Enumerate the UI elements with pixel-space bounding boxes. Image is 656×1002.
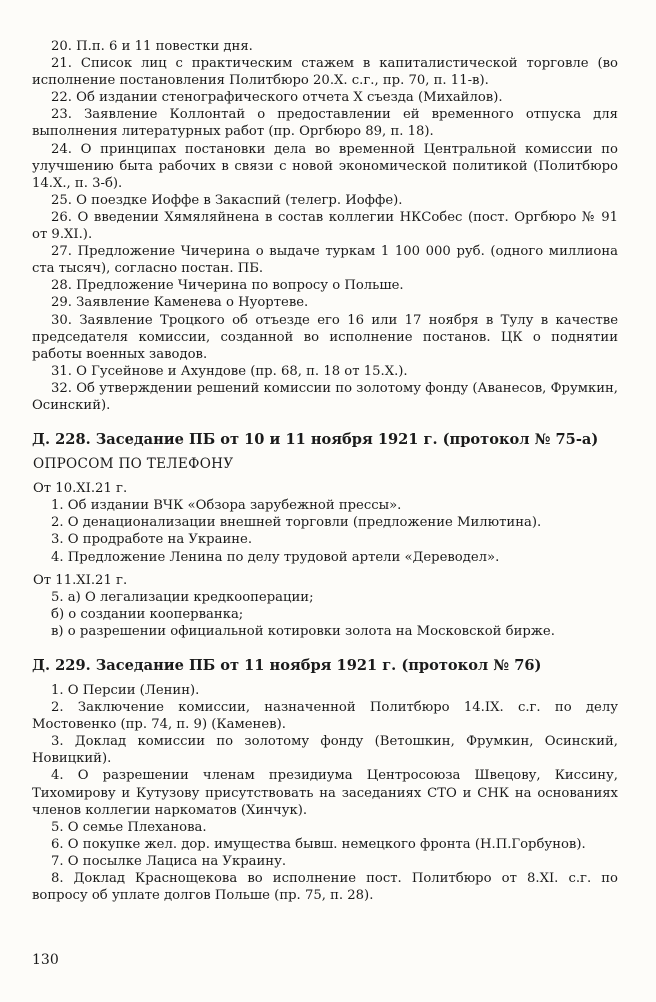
agenda-item: 3. Доклад комиссии по золотому фонду (Ветошкин, Фрумкин, Осинский, Новицкий). bbox=[32, 734, 618, 767]
agenda-item: 7. О посылке Лациса на Украину. bbox=[51, 853, 287, 869]
agenda-item: 8. Доклад Краснощекова во исполнение пост. Политбюро от 8.XI. с.г. по вопросу об уплате долгов Польше (пр. 75, п. 28). bbox=[32, 871, 618, 904]
agenda-item: 1. Об издании ВЧК «Обзора зарубежной прессы». bbox=[51, 498, 402, 514]
agenda-item: 28. Предложение Чичерина по вопросу о Польше. bbox=[51, 278, 404, 294]
page-number: 130 bbox=[32, 952, 59, 968]
date-label: От 10.XI.21 г. bbox=[33, 481, 128, 497]
agenda-item: 4. О разрешении членам президиума Центросоюза Швецову, Киссину, Тихомирову и Кутузову присутствовать на заседаниях СТО и СНК на основаниях членов коллегии наркоматов (Хинчук). bbox=[32, 768, 618, 818]
date-label: От 11.XI.21 г. bbox=[33, 572, 128, 588]
agenda-item: 26. О введении Хямяляйнена в состав коллегии НКСобес (пост. Оргбюро № 91 от 9.XI.). bbox=[32, 209, 618, 243]
agenda-item: 2. О денационализации внешней торговли (предложение Милютина). bbox=[51, 515, 542, 531]
agenda-item: 1. О Персии (Ленин). bbox=[51, 683, 200, 698]
agenda-item: 25. О поездке Иоффе в Закаспий (телегр. Иоффе). bbox=[51, 192, 403, 208]
agenda-item: 6. О покупке жел. дор. имущества бывш. немецкого фронта (Н.П.Горбунов). bbox=[51, 836, 586, 852]
agenda-item: 5. а) О легализации кредкооперации; bbox=[51, 589, 314, 605]
agenda-item: б) о создании кооперванка; bbox=[51, 606, 244, 622]
agenda-item: 5. О семье Плеханова. bbox=[51, 819, 207, 835]
agenda-item: 31. О Гусейнове и Ахундове (пр. 68, п. 18 от 15.Х.). bbox=[51, 363, 408, 379]
agenda-item: 2. Заключение комиссии, назначенной Политбюро 14.IX. с.г. по делу Мостовенко (пр. 74, п. 9) (Каменев). bbox=[32, 700, 618, 733]
agenda-item: 21. Список лиц с практическим стажем в капиталистической торговле (во исполнение постановления Политбюро 20.Х. с.г., пр. 70, п. 11-в). bbox=[32, 56, 618, 89]
agenda-item: 29. Заявление Каменева о Нуортеве. bbox=[51, 295, 309, 311]
agenda-item: 3. О продработе на Украине. bbox=[51, 532, 253, 548]
section-subtitle: ОПРОСОМ ПО ТЕЛЕФОНУ bbox=[33, 456, 234, 473]
agenda-item: 30. Заявление Троцкого об отъезде его 16 или 17 ноября в Тулу в качестве председателя комиссии, созданной во исполнение постанов. ЦК о поднятии работы военных заводов. bbox=[32, 312, 618, 362]
agenda-item: 20. П.п. 6 и 11 повестки дня. bbox=[51, 39, 253, 54]
agenda-item: 22. Об издании стенографического отчета X съезда (Михайлов). bbox=[51, 90, 503, 106]
agenda-item: 24. О принципах постановки дела во временной Центральной комиссии по улучшению быта рабочих в связи с новой экономической политикой (Политбюро 14.Х., п. 3-б). bbox=[32, 141, 618, 191]
agenda-item: 27. Предложение Чичерина о выдаче туркам 1 100 000 руб. (одного миллиона ста тысяч), согласно постан. ПБ. bbox=[32, 244, 618, 277]
agenda-item: 4. Предложение Ленина по делу трудовой артели «Дереводел». bbox=[51, 549, 500, 565]
agenda-item: в) о разрешении официальной котировки золота на Московской бирже. bbox=[51, 623, 555, 639]
section-title-228: Д. 228. Заседание ПБ от 10 и 11 ноября 1921 г. (протокол № 75-а) bbox=[32, 431, 599, 449]
section-title-229: Д. 229. Заседание ПБ от 11 ноября 1921 г. (протокол № 76) bbox=[32, 657, 542, 674]
agenda-item: 23. Заявление Коллонтай о предоставлении ей временного отпуска для выполнения литературных работ (пр. Оргбюро 89, п. 18). bbox=[32, 107, 618, 140]
agenda-block-top bbox=[32, 38, 618, 414]
document-page bbox=[32, 38, 618, 904]
agenda-item: 32. Об утверждении решений комиссии по золотому фонду (Аванесов, Фрумкин, Осинский). bbox=[32, 380, 618, 413]
